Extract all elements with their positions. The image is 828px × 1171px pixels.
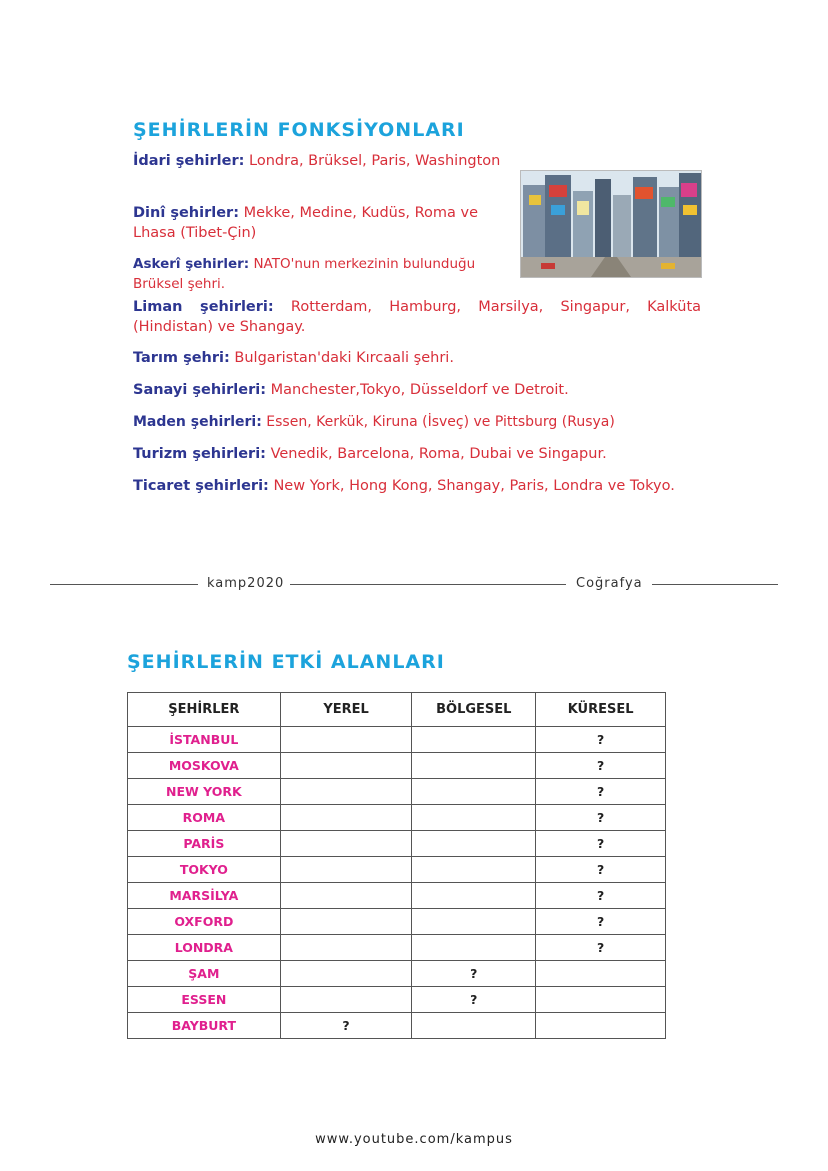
global-cell <box>536 987 666 1013</box>
table-row <box>128 727 666 753</box>
regional-cell <box>412 727 536 753</box>
city-cell: İSTANBUL <box>128 727 281 753</box>
city-cell: PARİS <box>128 831 281 857</box>
table-row <box>128 831 666 857</box>
table-row <box>128 805 666 831</box>
local-cell <box>280 753 412 779</box>
regional-cell <box>412 935 536 961</box>
global-cell: ? <box>536 831 666 857</box>
regional-cell <box>412 883 536 909</box>
table-row <box>128 961 666 987</box>
city-cell: TOKYO <box>128 857 281 883</box>
table-row <box>128 857 666 883</box>
regional-cell <box>412 805 536 831</box>
regional-cell <box>412 857 536 883</box>
table-row <box>128 909 666 935</box>
city-cell: MARSİLYA <box>128 883 281 909</box>
header-global: KÜRESEL <box>536 693 666 727</box>
local-cell <box>280 831 412 857</box>
website-url: www.youtube.com/kampus <box>315 1132 513 1147</box>
global-cell: ? <box>536 779 666 805</box>
header-local: YEREL <box>280 693 412 727</box>
item-port-cities: Liman şehirleri: Rotterdam, Hamburg, Marsilya, Singapur, Kalküta (Hindistan) ve Shangay. <box>133 299 702 335</box>
city-cell: LONDRA <box>128 935 281 961</box>
local-cell <box>280 961 412 987</box>
table-row <box>128 779 666 805</box>
header-cities: ŞEHİRLER <box>128 693 281 727</box>
section-title-influence: ŞEHİRLERİN ETKİ ALANLARI <box>127 651 445 673</box>
table-row <box>128 935 666 961</box>
city-cell: ESSEN <box>128 987 281 1013</box>
local-cell <box>280 727 412 753</box>
city-cell: BAYBURT <box>128 1013 281 1039</box>
header-regional: BÖLGESEL <box>412 693 536 727</box>
section-title-functions: ŞEHİRLERİN FONKSİYONLARI <box>133 119 465 141</box>
city-cell: ROMA <box>128 805 281 831</box>
item-agriculture-city: Tarım şehri: Bulgaristan'daki Kırcaali şehri. <box>133 350 454 366</box>
city-cell: MOSKOVA <box>128 753 281 779</box>
item-industrial-cities: Sanayi şehirleri: Manchester,Tokyo, Düsseldorf ve Detroit. <box>133 382 569 398</box>
local-cell <box>280 909 412 935</box>
regional-cell <box>412 909 536 935</box>
global-cell <box>536 961 666 987</box>
item-military-cities: Askerî şehirler: NATO'nun merkezinin bulunduğu Brüksel şehri. <box>133 256 476 292</box>
influence-table <box>127 692 666 1039</box>
footer-kamp-label: kamp2020 <box>207 576 285 591</box>
local-cell: ? <box>280 1013 412 1039</box>
table-row <box>128 883 666 909</box>
global-cell: ? <box>536 857 666 883</box>
item-administrative-cities: İdari şehirler: Londra, Brüksel, Paris, Washington <box>133 153 501 169</box>
local-cell <box>280 805 412 831</box>
regional-cell <box>412 1013 536 1039</box>
regional-cell: ? <box>412 961 536 987</box>
local-cell <box>280 935 412 961</box>
global-cell: ? <box>536 727 666 753</box>
global-cell: ? <box>536 883 666 909</box>
city-street-illustration <box>520 170 702 278</box>
local-cell <box>280 883 412 909</box>
global-cell: ? <box>536 805 666 831</box>
item-trade-cities: Ticaret şehirleri: New York, Hong Kong, Shangay, Paris, Londra ve Tokyo. <box>133 478 675 494</box>
local-cell <box>280 987 412 1013</box>
item-mining-cities: Maden şehirleri: Essen, Kerkük, Kiruna (İsveç) ve Pittsburg (Rusya) <box>133 414 615 430</box>
local-cell <box>280 779 412 805</box>
regional-cell <box>412 831 536 857</box>
table-header-row <box>128 693 666 727</box>
table-row <box>128 753 666 779</box>
table-row <box>128 987 666 1013</box>
regional-cell: ? <box>412 987 536 1013</box>
local-cell <box>280 857 412 883</box>
regional-cell <box>412 753 536 779</box>
regional-cell <box>412 779 536 805</box>
global-cell <box>536 1013 666 1039</box>
city-cell: NEW YORK <box>128 779 281 805</box>
city-cell: ŞAM <box>128 961 281 987</box>
item-tourism-cities: Turizm şehirleri: Venedik, Barcelona, Roma, Dubai ve Singapur. <box>133 446 607 462</box>
global-cell: ? <box>536 753 666 779</box>
table-row <box>128 1013 666 1039</box>
footer-divider-middle <box>290 584 566 585</box>
footer-divider-right <box>652 584 778 585</box>
footer-divider-left <box>50 584 198 585</box>
global-cell: ? <box>536 909 666 935</box>
city-cell: OXFORD <box>128 909 281 935</box>
item-religious-cities: Dinî şehirler: Mekke, Medine, Kudüs, Roma ve Lhasa (Tibet-Çin) <box>133 205 479 241</box>
footer-subject-label: Coğrafya <box>576 576 643 591</box>
global-cell: ? <box>536 935 666 961</box>
